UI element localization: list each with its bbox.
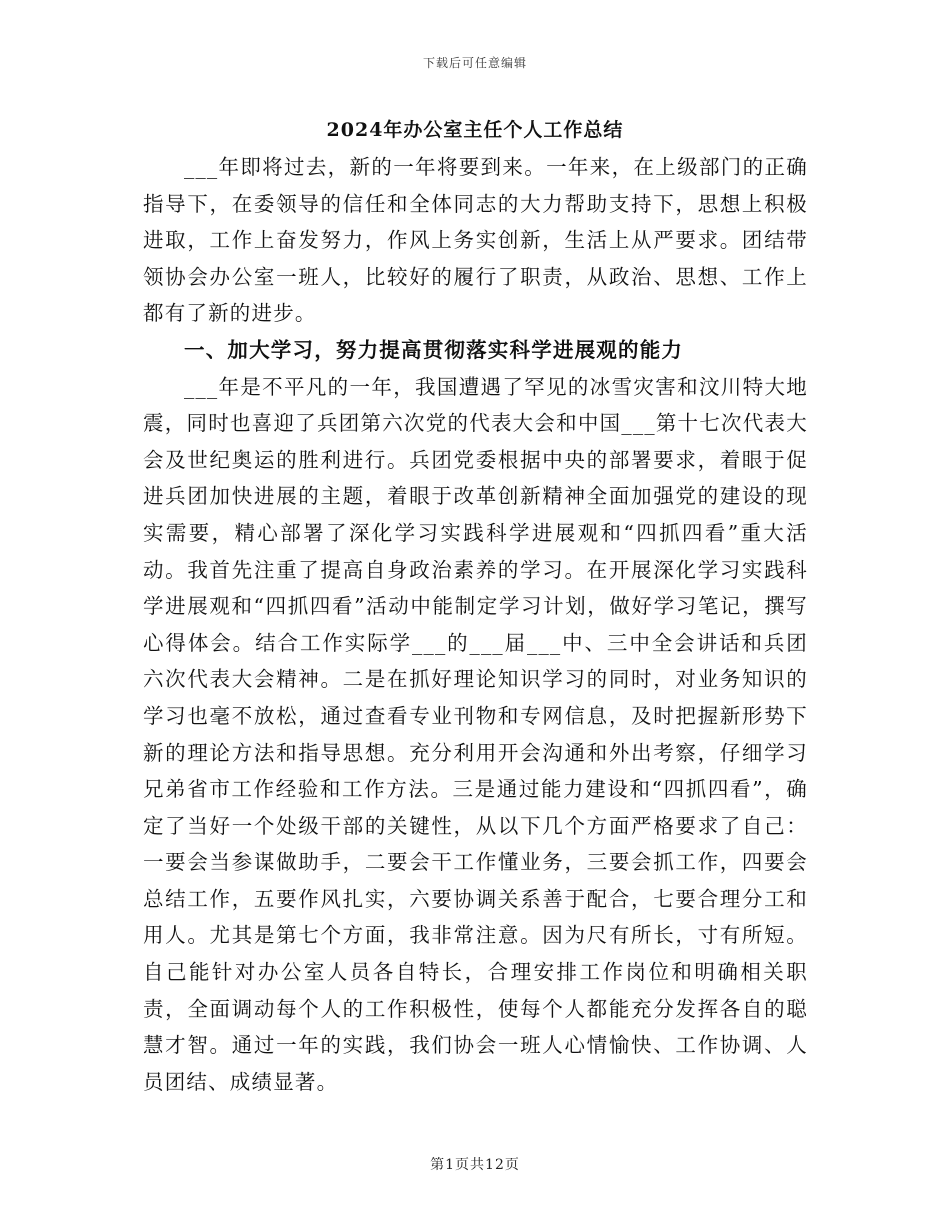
intro-paragraph: ___年即将过去，新的一年将要到来。一年来，在上级部门的正确指导下，在委领导的信任和全体同志的大力帮助支持下，思想上积极进取，工作上奋发努力，作风上务实创新，生活上从严要求。团结带领协会办公室一班人，比较好的履行了职责，从政治、思想、工作上都有了新的进步。 [143, 155, 808, 326]
document-body [143, 149, 808, 1100]
document-title: 2024年办公室主任个人工作总结 [326, 119, 624, 141]
page-footer: 第1页共12页 [430, 1157, 520, 1173]
section-heading: 一、加大学习，努力提高贯彻落实科学进展观的能力 [184, 337, 684, 362]
section-paragraph: ___年是不平凡的一年，我国遭遇了罕见的冰雪灾害和汶川特大地震，同时也喜迎了兵团第六次党的代表大会和中国___第十七次代表大会及世纪奥运的胜利进行。兵团党委根据中央的部署要求，着眼于促进兵团加快进展的主题，着眼于改革创新精神全面加强党的建设的现实需要，精心部署了深化学习实践科学进展观和“四抓四看”重大活动。我首先注重了提高自身政治素养的学习。在开展深化学习实践科学进展观和“四抓四看”活动中能制定学习计划，做好学习笔记，撰写心得体会。结合工作实际学___的___届___中、三中全会讲话和兵团六次代表大会精神。二是在抓好理论知识学习的同时，对业务知识的学习也毫不放松，通过查看专业刊物和专网信息，及时把握新形势下新的理论方法和指导思想。充分利用开会沟通和外出考察，仔细学习兄弟省市工作经验和工作方法。三是通过能力建设和“四抓四看”，确定了当好一个处级干部的关键性，从以下几个方面严格要求了自己：一要会当参谋做助手，二要会干工作懂业务，三要会抓工作，四要会总结工作，五要作风扎实，六要协调关系善于配合，七要合理分工和用人。尤其是第七个方面，我非常注意。因为尺有所长，寸有所短。自己能针对办公室人员各自特长，合理安排工作岗位和明确相关职责，全面调动每个人的工作积极性，使每个人都能充分发挥各自的聪慧才智。通过一年的实践，我们协会一班人心情愉快、工作协调、人员团结、成绩显著。 [143, 374, 808, 1094]
header-note: 下载后可任意编辑 [422, 56, 527, 70]
